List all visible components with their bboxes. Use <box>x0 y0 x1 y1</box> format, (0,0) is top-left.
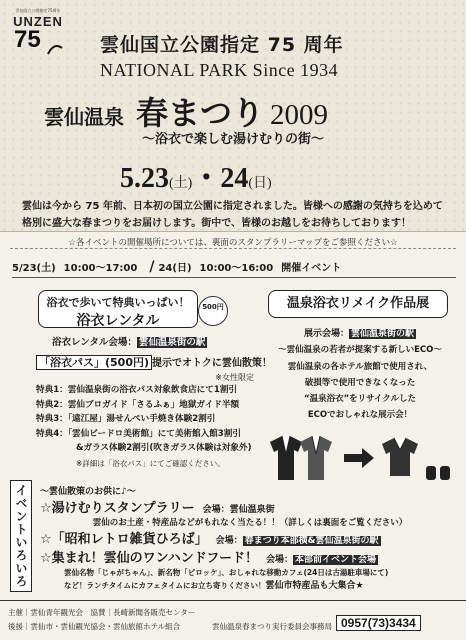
event-3-venue-label: 会場： <box>265 555 293 565</box>
header-panel <box>0 0 466 232</box>
perk-4: 特典4：「雲仙ビードロ美術館」にて美術館入館3割引 <box>36 428 241 439</box>
perk-3: 特典3：「遠江屋」湯せんぺい手焼き体験2割引 <box>36 414 216 424</box>
yukata-before-icon <box>270 436 332 480</box>
event-hand-food <box>40 547 460 566</box>
eco-line-2: 破損等で使用できなくなった <box>304 378 416 388</box>
perk-note: ※詳細は「浴衣パス」にてご確認ください。 <box>76 458 225 468</box>
events-label: 開催イベント <box>281 263 342 274</box>
unzen-75-logo <box>10 8 66 66</box>
festival-subtitle: ～浴衣で楽しむ湯けむりの街～ <box>141 132 324 147</box>
title-place: 雲仙温泉 <box>44 105 124 129</box>
eco-heading: ～雲仙温泉の若者が提案する新しいECO～ <box>278 345 442 355</box>
perk-2: 特典2：雲仙ブロガイド「さるふぁ」地獄ガイド半額 <box>36 399 240 410</box>
price-badge: 500円 <box>198 296 228 326</box>
footer-office: 雲仙温泉春まつり実行委員会事務局 <box>212 622 332 631</box>
event-3-name: ☆集まれ！雲仙のワンハンドフード！ <box>40 551 258 566</box>
event-showa-retro <box>40 528 460 547</box>
event-2-venue-label: 会場： <box>215 536 243 546</box>
pass-name: 「浴衣パス」(500円) <box>36 355 152 370</box>
yukata-illustration <box>266 434 456 484</box>
event-2-venue-name: 春まつり本部横&雲仙温泉街の駅 <box>244 536 379 546</box>
date-day-2: 24 <box>220 163 249 194</box>
event-1-desc: 雲仙のお土産・特産品などがもれなく当たる！！（詳しくは裏面をご覧ください） <box>92 518 408 528</box>
date-separator: ・ <box>192 163 221 194</box>
arrow-right-icon <box>344 448 374 468</box>
yukata-pass <box>36 354 272 370</box>
women-only-note: ※女性限定 <box>215 373 254 382</box>
event-3-tail: 雲仙市特産品も大集合★ <box>265 581 364 591</box>
event-2-name: ☆「昭和レトロ雑貨ひろば」 <box>40 532 208 547</box>
rental-venue-label: 浴衣レンタル会場： <box>52 337 137 348</box>
exhibition-venue-name: 雲仙温泉街の駅 <box>351 329 415 339</box>
perk-1: 特典1：雲仙温泉街の浴衣パス対象飲食店にて1割引 <box>36 385 238 395</box>
date-weekday-2: (日) <box>248 176 272 191</box>
yukata-rental-box <box>38 290 198 328</box>
day-2: 24(日) <box>158 263 192 274</box>
date-month: 5. <box>120 163 141 194</box>
logo-swoosh-icon <box>46 40 64 61</box>
rental-details <box>36 334 272 469</box>
eco-line-4: ECOでおしゃれな展示会！ <box>307 410 413 420</box>
event-1-name: ☆湯けむりスタンプラリー <box>40 501 195 516</box>
event-1-venue-label: 会場： <box>202 505 230 515</box>
event-2-venue <box>216 533 381 546</box>
title-main: 春まつり <box>136 94 265 132</box>
day-1: 5/23(土) <box>12 263 56 274</box>
divider <box>10 248 456 249</box>
intro-line-2: 格別に盛大な春まつりをお届けします。街中で、皆様のお越しをお待ちしております！ <box>22 218 411 229</box>
eco-line-1: 雲仙温泉の各ホテル旅館で使用され、 <box>287 362 433 372</box>
eco-text <box>262 359 458 423</box>
perk-4-cont: &ガラス体験2割引(吹きガラス体験は対象外) <box>76 443 252 453</box>
logo-number: 75 <box>14 26 41 53</box>
time-1: 10:00～17:00 <box>63 263 138 274</box>
exhibition-venue-label: 展示会場： <box>303 329 349 339</box>
rental-venue <box>52 334 254 348</box>
intro-line-1: 雲仙は今から 75 年前、日本初の国立公園に指定されました。皆様への感謝の気持ちを込めて <box>22 201 443 212</box>
logo-small-text: 雲仙国立公園指定75周年 <box>15 8 61 13</box>
event-3-venue-name: 本部前イベント会場 <box>294 555 376 565</box>
event-days-bar <box>12 256 456 278</box>
event-3-desc-2 <box>40 579 460 593</box>
remake-exhibition-title: 温泉浴衣リメイク作品展 <box>268 290 448 318</box>
events-list <box>40 484 460 593</box>
event-3-venue <box>266 552 378 565</box>
logo-brand: UNZEN <box>13 14 63 29</box>
event-1-venue <box>203 502 275 515</box>
yukata-after-icon <box>382 438 418 476</box>
geta-sandals-icon <box>426 466 450 480</box>
rental-title: 浴衣レンタル <box>76 313 160 329</box>
event-1-venue-name: 雲仙温泉街 <box>229 505 275 515</box>
event-stamp-rally <box>40 497 460 516</box>
day-separator: / <box>149 258 155 275</box>
pass-desc: 提示でオトクに雲仙散策！ <box>152 358 272 369</box>
exhibition-venue <box>262 326 458 339</box>
anniversary-heading: 雲仙国立公園指定 75 周年 <box>100 34 344 56</box>
footer <box>0 600 466 640</box>
title-year: 2009 <box>270 99 329 131</box>
venue-notice: ☆各イベントの開催場所については、裏面のスタンプラリーマップをご参照ください☆ <box>68 238 398 248</box>
event-3-desc-2-text: など！ランチタイムにカフェタイムにお立ち寄りください！ <box>64 581 266 590</box>
date-day-1: 23 <box>141 163 169 194</box>
national-park-heading: NATIONAL PARK Since 1934 <box>100 60 339 80</box>
intro-text <box>22 198 458 232</box>
date-weekday-1: (土) <box>169 176 193 191</box>
event-3-desc-1: 雲仙名物「じゃがちゃん」、新名物「ピロッケ」、おしゃれな移動カフェ(24日は古湯駐車場にて) <box>64 568 389 577</box>
remake-details <box>262 326 458 423</box>
events-side-label: イベントいろいろ <box>10 480 32 592</box>
rental-venue-name: 雲仙温泉街の駅 <box>138 337 206 348</box>
footer-support: 後援｜雲仙市・雲仙観光協会・雲仙旅館ホテル組合 <box>8 622 181 631</box>
footer-organizer: 主催｜雲仙青年観光会 協賛｜長崎新聞各販売センター <box>8 608 196 617</box>
rental-tagline: 浴衣で歩いて特典いっぱい！ <box>46 296 190 309</box>
festival-dates <box>120 156 272 196</box>
footer-phone[interactable]: 0957(73)3434 <box>336 615 421 631</box>
time-2: 10:00～16:00 <box>199 263 274 274</box>
eco-line-3: “温泉浴衣”をリサイクルした <box>304 394 416 404</box>
events-heading: ～雲仙散策のお供に♪～ <box>40 487 136 497</box>
